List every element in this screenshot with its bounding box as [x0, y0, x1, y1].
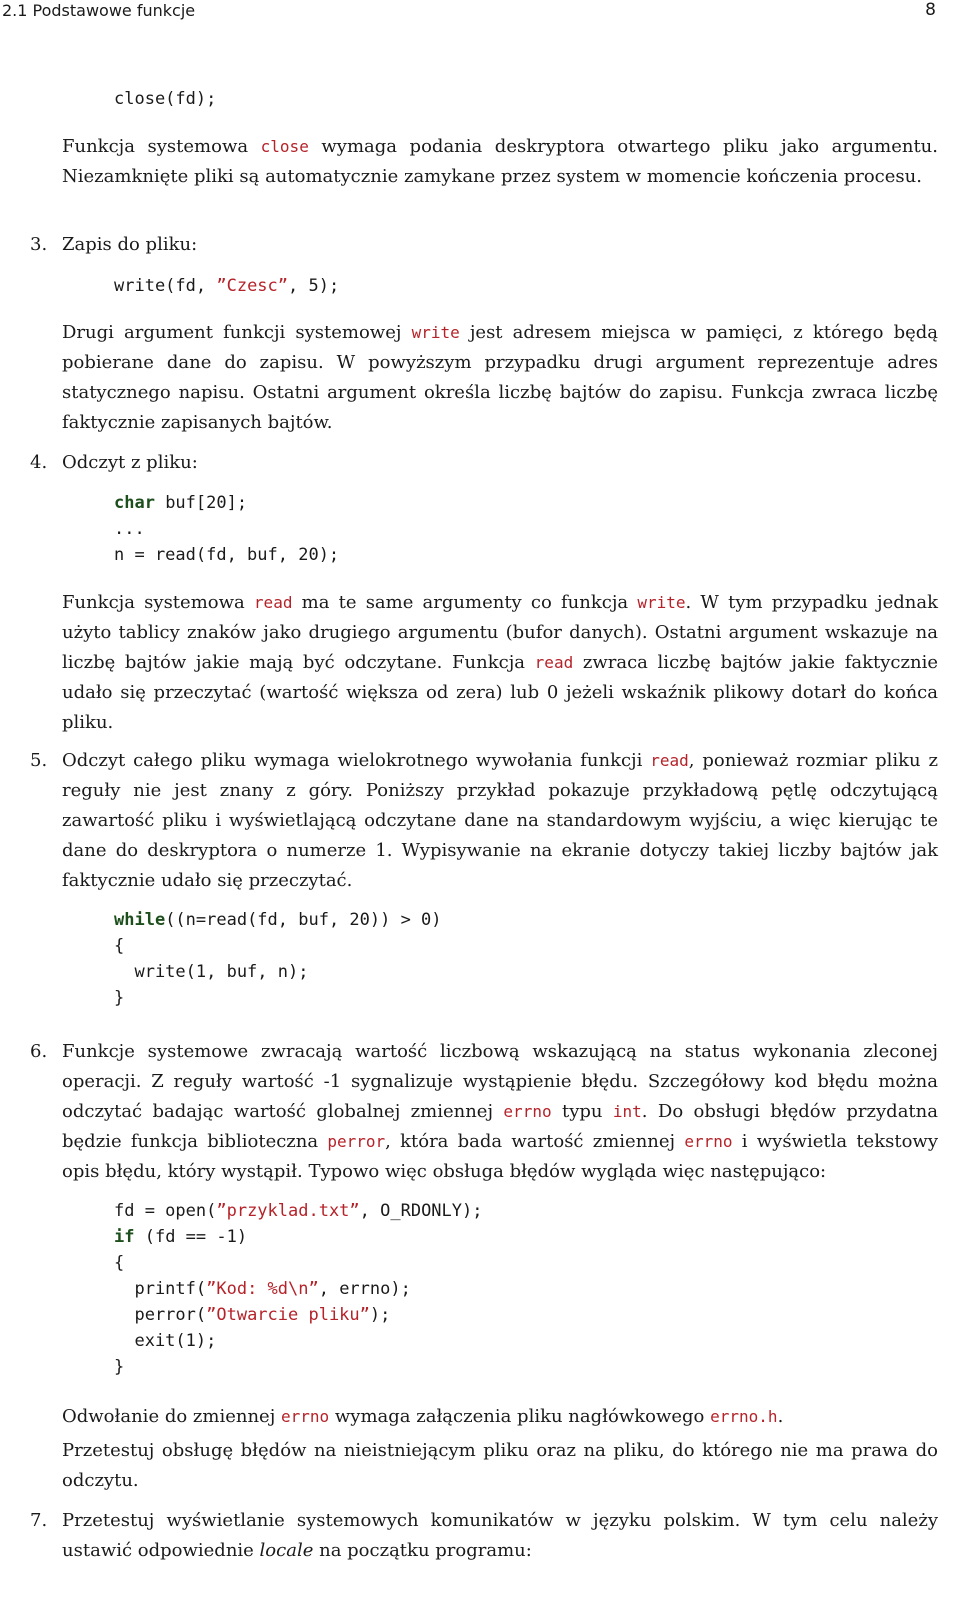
paragraph-close: Funkcja systemowa close wymaga podania deskryptora otwartego pliku jako argumentu. Niezamknięte pliki są automatycznie zamykane przez system w momencie kończenia procesu. [62, 136, 938, 187]
paragraph-read: Funkcja systemowa read ma te same argumenty co funkcja write. W tym przypadku jednak użyto tablicy znaków jako drugiego argumentu (bufor danych). Ostatni argument wskazuje na liczbę bajtów jakie mają być odczytane. Funkcja read zwraca liczbę bajtów jakie faktycznie udało się przeczytać (wartość większa od zera) lub 0 jeżeli wskaźnik plikowy dotarł do końca pliku. [62, 592, 939, 733]
paragraph-item5: Odczyt całego pliku wymaga wielokrotnego wywołania funkcji read, ponieważ rozmiar pliku z reguły nie jest znany z góry. Poniższy przykład pokazuje przykładową pętlę odczytującą zawartość pliku i wyświetlającą odczytane dane na standardowym wyjściu, a więc kierując te dane do deskryptora o numerze 1. Wypisywanie na ekranie dotyczy takiej liczby bajtów jak faktycznie udało się przeczytać. [62, 750, 938, 891]
paragraph-errno: Odwołanie do zmiennej errno wymaga załączenia pliku nagłówkowego errno.h. [62, 1406, 784, 1427]
code-close: close(fd); [114, 89, 217, 109]
page-number: 8 [925, 0, 936, 20]
list-number-6: 6. [30, 1041, 48, 1062]
list-number-4: 4. [30, 452, 48, 473]
paragraph-item6: Funkcje systemowe zwracają wartość liczbową wskazującą na status wykonania zleconej operacji. Z reguły wartość -1 sygnalizuje wystąpienie błędu. Szczegółowy kod błędu można odczytać badając wartość globalnej zmiennej errno typu int. Do obsługi błędów przydatna będzie funkcja biblioteczna perror, która bada wartość zmiennej errno i wyświetla tekstowy opis błędu, który wystąpił. Typowo więc obsługa błędów wygląda więc następująco: [62, 1041, 938, 1182]
paragraph-item7: Przetestuj wyświetlanie systemowych komunikatów w języku polskim. W tym celu należy ustawić odpowiednie locale na początku programu: [62, 1510, 938, 1561]
code-error-handling: fd = open(”przyklad.txt”, O_RDONLY); if (fd == -1) { printf(”Kod: %d\n”, errno); perror(”Otwarcie pliku”); exit(1); } [114, 1201, 483, 1377]
code-write: write(fd, ”Czesc”, 5); [114, 276, 340, 296]
list-number-3: 3. [30, 234, 48, 255]
paragraph-test: Przetestuj obsługę błędów na nieistniejącym pliku oraz na pliku, do którego nie ma prawa do odczytu. [62, 1440, 938, 1491]
section-title: 2.1 Podstawowe funkcje [2, 1, 196, 20]
code-loop: while((n=read(fd, buf, 20)) > 0) { write(1, buf, n); } [114, 910, 442, 1008]
paragraph-write: Drugi argument funkcji systemowej write jest adresem miejsca w pamięci, z którego będą pobierane dane do zapisu. W powyższym przypadku drugi argument reprezentuje adres statycznego napisu. Ostatni argument określa liczbę bajtów do zapisu. Funkcja zwraca liczbę faktycznie zapisanych bajtów. [62, 322, 939, 433]
list-number-5: 5. [30, 750, 48, 771]
page-header [0, 0, 960, 26]
list-number-7: 7. [30, 1510, 48, 1531]
item4-title: Odczyt z pliku: [62, 452, 198, 473]
code-read: char buf[20]; ... n = read(fd, buf, 20); [114, 493, 340, 565]
item3-title: Zapis do pliku: [62, 234, 198, 255]
